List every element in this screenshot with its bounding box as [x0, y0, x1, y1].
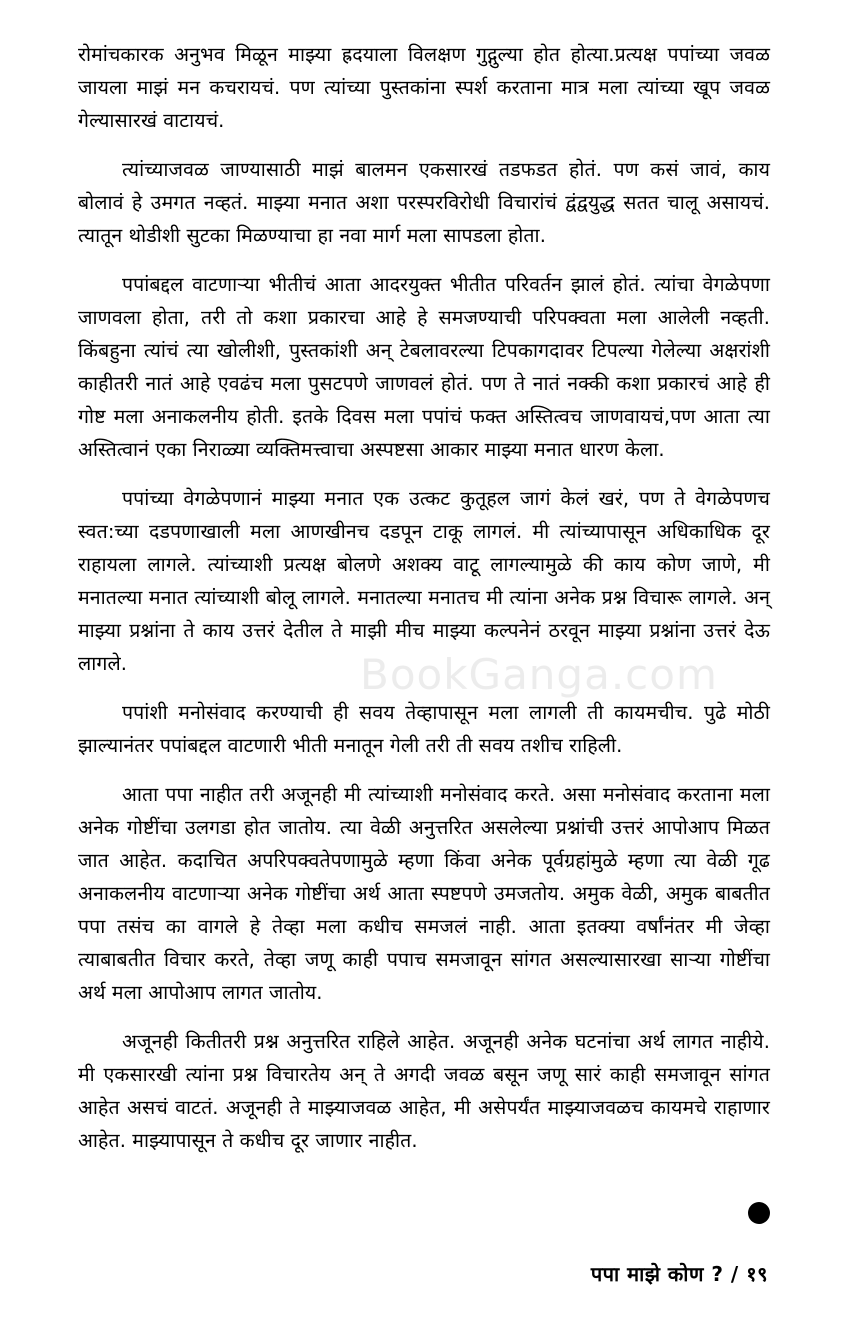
paragraph-6: आता पपा नाहीत तरी अजूनही मी त्यांच्याशी मनोसंवाद करते. असा मनोसंवाद करताना मला अनेक गोष्टींचा उलगडा होत जातोय. त्या वेळी अनुत्तरित असलेल्या प्रश्नांची उत्तरं आपोआप मिळत जात आहेत. कदाचित अपरिपक्वतेपणामुळे म्हणा किंवा अनेक पूर्वग्रहांमुळे म्हणा त्या वेळी गूढ अनाकलनीय वाटणाऱ्या अनेक गोष्टींचा अर्थ आता स्पष्टपणे उमजतोय. अमुक वेळी, अमुक बाबतीत पपा तसंच का वागले हे तेव्हा मला कधीच समजलं नाही. आता इतक्या वर्षांनंतर मी जेव्हा त्याबाबतीत विचार करते, तेव्हा जणू काही पपाच समजावून सांगत असल्यासारखा साऱ्या गोष्टींचा अर्थ मला आपोआप लागत जातोय.	[78, 783, 770, 1004]
paragraph-7: अजूनही कितीतरी प्रश्न अनुत्तरित राहिले आहेत. अजूनही अनेक घटनांचा अर्थ लागत नाहीये. मी एकसारखी त्यांना प्रश्न विचारतेय अन् ते अगदी जवळ बसून जणू सारं काही समजावून सांगत आहेत असचं वाटतं. अजूनही ते माझ्याजवळ आहेत, मी असेपर्यंत माझ्याजवळच कायमचे राहाणार आहेत. माझ्यापासून ते कधीच दूर जाणार नाहीत.	[78, 1030, 770, 1152]
page-body	[78, 38, 770, 1173]
paragraph-5: पपांशी मनोसंवाद करण्याची ही सवय तेव्हापासून मला लागली ती कायमचीच. पुढे मोठी झाल्यानंतर पपांबद्दल वाटणारी भीती मनातून गेली तरी ती सवय तशीच राहिली.	[78, 701, 770, 757]
end-of-chapter-dot-icon	[748, 1202, 770, 1224]
paragraph-4: पपांच्या वेगळेपणानं माझ्या मनात एक उत्कट कुतूहल जागं केलं खरं, पण ते वेगळेपणच स्वत:च्या दडपणाखाली मला आणखीनच दडपून टाकू लागलं. मी त्यांच्यापासून अधिकाधिक दूर राहायला लागले. त्यांच्याशी प्रत्यक्ष बोलणे अशक्य वाटू लागल्यामुळे की काय कोण जाणे, मी मनातल्या मनात त्यांच्याशी बोलू लागले. मनातल्या मनातच मी त्यांना अनेक प्रश्न विचारू लागले. अन् माझ्या प्रश्नांना ते काय उत्तरं देतील ते माझी मीच माझ्या कल्पनेनं ठरवून माझ्या प्रश्नांना उत्तरं देऊ लागले.	[78, 487, 770, 675]
paragraph-3: पपांबद्दल वाटणाऱ्या भीतीचं आता आदरयुक्त भीतीत परिवर्तन झालं होतं. त्यांचा वेगळेपणा जाणवला होता, तरी तो कशा प्रकारचा आहे हे समजण्याची परिपक्वता मला आलेली नव्हती. किंबहुना त्यांचं त्या खोलीशी, पुस्तकांशी अन् टेबलावरल्या टिपकागदावर टिपल्या गेलेल्या अक्षरांशी काहीतरी नातं आहे एवढंच मला पुसटपणे जाणवलं होतं. पण ते नातं नक्की कशा प्रकारचं आहे ही गोष्ट मला अनाकलनीय होती. इतके दिवस मला पपांचं फक्त अस्तित्वच जाणवायचं,पण आता त्या अस्तित्वानं एका निराळ्या व्यक्तिमत्त्वाचा अस्पष्टसा आकार माझ्या मनात धारण केला.	[78, 273, 770, 461]
paragraph-1: रोमांचकारक अनुभव मिळून माझ्या ह्रदयाला विलक्षण गुद्गुल्या होत होत्या.प्रत्यक्ष पपांच्या जवळ जायला माझं मन कचरायचं. पण त्यांच्या पुस्तकांना स्पर्श करताना मात्र मला त्यांच्या खूप जवळ गेल्यासारखं वाटायचं.	[78, 43, 770, 132]
paragraph-2: त्यांच्याजवळ जाण्यासाठी माझं बालमन एकसारखं तडफडत होतं. पण कसं जावं, काय बोलावं हे उमगत नव्हतं. माझ्या मनात अशा परस्परविरोधी विचारांचं द्वंद्वयुद्ध सतत चालू असायचं. त्यातून थोडीशी सुटका मिळण्याचा हा नवा मार्ग मला सापडला होता.	[78, 158, 770, 247]
watermark: BookGanga.com	[360, 650, 718, 699]
page-footer: पपा माझे कोण ? / १९	[590, 1262, 768, 1286]
